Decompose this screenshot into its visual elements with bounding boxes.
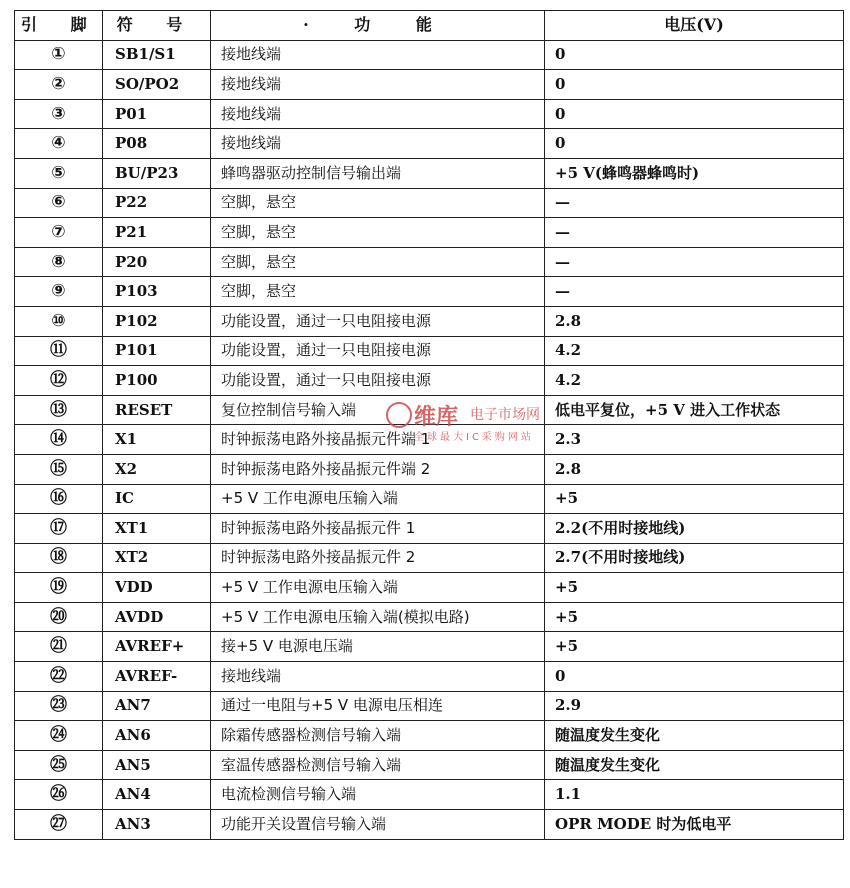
cell-pin: ㉕	[15, 750, 103, 780]
cell-symbol: BU/P23	[103, 158, 211, 188]
table-row	[15, 602, 844, 632]
cell-symbol: P21	[103, 218, 211, 248]
cell-function: 蜂鸣器驱动控制信号输出端	[211, 158, 545, 188]
cell-function: 时钟振荡电路外接晶振元件端 2	[211, 454, 545, 484]
cell-function: 电流检测信号输入端	[211, 780, 545, 810]
cell-symbol: P103	[103, 277, 211, 307]
cell-symbol: AN4	[103, 780, 211, 810]
cell-symbol: P20	[103, 247, 211, 277]
cell-pin: ⑪	[15, 336, 103, 366]
cell-pin: ⑯	[15, 484, 103, 514]
cell-voltage: +5	[545, 484, 844, 514]
table-row	[15, 632, 844, 662]
cell-function: 复位控制信号输入端	[211, 395, 545, 425]
table-row	[15, 218, 844, 248]
cell-voltage: 随温度发生变化	[545, 750, 844, 780]
cell-symbol: IC	[103, 484, 211, 514]
cell-symbol: P101	[103, 336, 211, 366]
table-row	[15, 70, 844, 100]
cell-voltage: —	[545, 277, 844, 307]
cell-voltage: 2.8	[545, 306, 844, 336]
table-row	[15, 484, 844, 514]
cell-pin: ⑮	[15, 454, 103, 484]
cell-pin: ⑤	[15, 158, 103, 188]
cell-voltage: 低电平复位，+5 V 进入工作状态	[545, 395, 844, 425]
header-pin: 引 脚	[15, 11, 103, 41]
cell-pin: ⑥	[15, 188, 103, 218]
cell-symbol: P102	[103, 306, 211, 336]
cell-function: 接地线端	[211, 70, 545, 100]
cell-function: 接地线端	[211, 99, 545, 129]
cell-symbol: AVREF+	[103, 632, 211, 662]
cell-function: 时钟振荡电路外接晶振元件 1	[211, 514, 545, 544]
pin-table-container	[14, 10, 843, 840]
cell-pin: ㉑	[15, 632, 103, 662]
pin-function-table	[14, 10, 844, 840]
cell-symbol: AN6	[103, 721, 211, 751]
table-row	[15, 780, 844, 810]
table-row	[15, 543, 844, 573]
table-row	[15, 40, 844, 70]
cell-pin: ③	[15, 99, 103, 129]
watermark-sub: 全球最大IC采购网站	[414, 432, 534, 443]
cell-pin: ⑲	[15, 573, 103, 603]
cell-function: 除霜传感器检测信号输入端	[211, 721, 545, 751]
table-row	[15, 691, 844, 721]
table-row	[15, 454, 844, 484]
cell-voltage: 2.7(不用时接地线)	[545, 543, 844, 573]
cell-function: 接地线端	[211, 662, 545, 692]
cell-symbol: P01	[103, 99, 211, 129]
cell-voltage: 0	[545, 70, 844, 100]
cell-symbol: AVDD	[103, 602, 211, 632]
table-row	[15, 810, 844, 840]
cell-voltage: 0	[545, 40, 844, 70]
cell-voltage: 0	[545, 662, 844, 692]
cell-symbol: P22	[103, 188, 211, 218]
cell-pin: ⑬	[15, 395, 103, 425]
watermark-main: 维库	[414, 405, 459, 430]
cell-voltage: —	[545, 218, 844, 248]
cell-voltage: +5	[545, 632, 844, 662]
table-row	[15, 662, 844, 692]
cell-function: 空脚，悬空	[211, 218, 545, 248]
table-row	[15, 306, 844, 336]
cell-symbol: AVREF-	[103, 662, 211, 692]
cell-symbol: VDD	[103, 573, 211, 603]
table-row	[15, 158, 844, 188]
cell-function: 接地线端	[211, 129, 545, 159]
cell-symbol: XT1	[103, 514, 211, 544]
cell-voltage: 4.2	[545, 366, 844, 396]
cell-function: 功能开关设置信号输入端	[211, 810, 545, 840]
cell-pin: ㉓	[15, 691, 103, 721]
cell-voltage: 2.3	[545, 425, 844, 455]
cell-voltage: —	[545, 247, 844, 277]
cell-function: 接+5 V 电源电压端	[211, 632, 545, 662]
table-row	[15, 721, 844, 751]
cell-function: 功能设置，通过一只电阻接电源	[211, 336, 545, 366]
cell-voltage: 2.2(不用时接地线)	[545, 514, 844, 544]
cell-function: +5 V 工作电源电压输入端	[211, 573, 545, 603]
table-row	[15, 514, 844, 544]
cell-voltage: 1.1	[545, 780, 844, 810]
cell-symbol: P100	[103, 366, 211, 396]
cell-pin: ㉖	[15, 780, 103, 810]
cell-function: 功能设置，通过一只电阻接电源	[211, 366, 545, 396]
cell-pin: ⑳	[15, 602, 103, 632]
cell-function: 空脚，悬空	[211, 247, 545, 277]
table-row	[15, 129, 844, 159]
table-row	[15, 750, 844, 780]
cell-pin: ①	[15, 40, 103, 70]
cell-symbol: AN3	[103, 810, 211, 840]
cell-pin: ⑫	[15, 366, 103, 396]
cell-pin: ④	[15, 129, 103, 159]
cell-function: 时钟振荡电路外接晶振元件 2	[211, 543, 545, 573]
cell-function: +5 V 工作电源电压输入端	[211, 484, 545, 514]
cell-pin: ⑩	[15, 306, 103, 336]
header-symbol: 符 号	[103, 11, 211, 41]
cell-function: 室温传感器检测信号输入端	[211, 750, 545, 780]
cell-pin: ㉔	[15, 721, 103, 751]
table-header-row	[15, 11, 844, 41]
cell-function: 接地线端	[211, 40, 545, 70]
cell-pin: ⑭	[15, 425, 103, 455]
table-row	[15, 366, 844, 396]
table-row	[15, 277, 844, 307]
cell-voltage: 2.8	[545, 454, 844, 484]
cell-voltage: +5	[545, 602, 844, 632]
cell-voltage: 2.9	[545, 691, 844, 721]
cell-voltage: 0	[545, 99, 844, 129]
cell-function: 时钟振荡电路外接晶振元件端 1	[211, 425, 545, 455]
watermark-side: 电子市场网	[470, 407, 540, 423]
cell-voltage: +5	[545, 573, 844, 603]
cell-voltage: —	[545, 188, 844, 218]
table-row	[15, 336, 844, 366]
cell-symbol: SO/PO2	[103, 70, 211, 100]
cell-voltage: 随温度发生变化	[545, 721, 844, 751]
cell-symbol: AN5	[103, 750, 211, 780]
cell-symbol: SB1/S1	[103, 40, 211, 70]
cell-function: 功能设置，通过一只电阻接电源	[211, 306, 545, 336]
cell-voltage: +5 V(蜂鸣器蜂鸣时)	[545, 158, 844, 188]
table-row	[15, 573, 844, 603]
cell-pin: ㉗	[15, 810, 103, 840]
cell-symbol: AN7	[103, 691, 211, 721]
cell-voltage: 4.2	[545, 336, 844, 366]
cell-symbol: X1	[103, 425, 211, 455]
cell-function: 空脚，悬空	[211, 188, 545, 218]
cell-pin: ⑱	[15, 543, 103, 573]
cell-pin: ⑨	[15, 277, 103, 307]
cell-voltage: OPR MODE 时为低电平	[545, 810, 844, 840]
table-row	[15, 99, 844, 129]
cell-symbol: RESET	[103, 395, 211, 425]
cell-voltage: 0	[545, 129, 844, 159]
table-row	[15, 425, 844, 455]
cell-symbol: XT2	[103, 543, 211, 573]
cell-pin: ⑦	[15, 218, 103, 248]
table-row	[15, 247, 844, 277]
cell-pin: ㉒	[15, 662, 103, 692]
cell-function: 通过一电阻与+5 V 电源电压相连	[211, 691, 545, 721]
table-body	[15, 40, 844, 839]
header-voltage: 电压(V)	[545, 11, 844, 41]
header-function: · 功 能	[211, 11, 545, 41]
cell-pin: ②	[15, 70, 103, 100]
table-row	[15, 395, 844, 425]
cell-function: 空脚，悬空	[211, 277, 545, 307]
cell-pin: ⑰	[15, 514, 103, 544]
cell-pin: ⑧	[15, 247, 103, 277]
cell-function: +5 V 工作电源电压输入端(模拟电路)	[211, 602, 545, 632]
table-row	[15, 188, 844, 218]
cell-symbol: P08	[103, 129, 211, 159]
cell-symbol: X2	[103, 454, 211, 484]
